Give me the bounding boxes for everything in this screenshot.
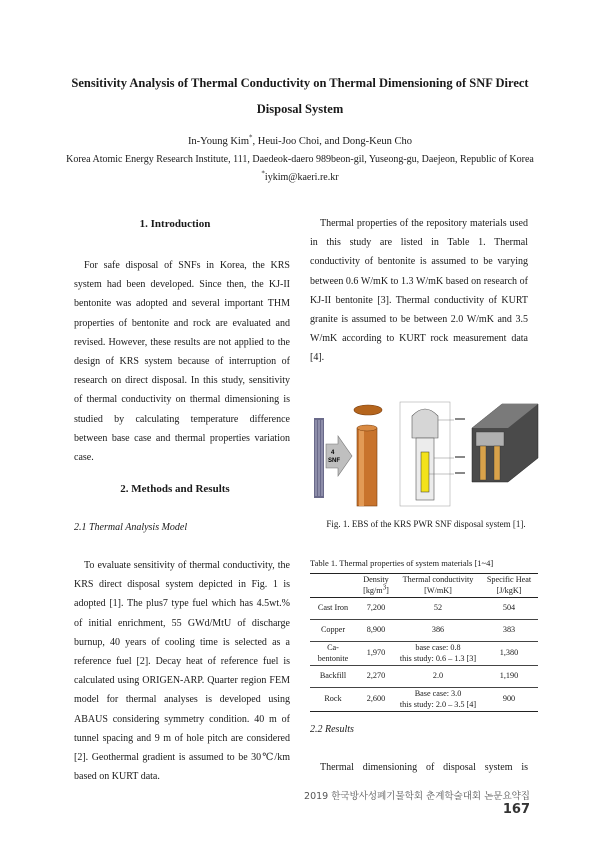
cell-specific-heat: 1,380 <box>480 642 538 666</box>
cell-material: Ca-bentonite <box>310 642 356 666</box>
header-material <box>310 574 356 598</box>
table-row <box>310 666 538 688</box>
results-paragraph: Thermal dimensioning of disposal system is <box>320 762 528 773</box>
email-mark: * <box>261 169 265 178</box>
subsection-heading-thermal-model: 2.1 Thermal Analysis Model <box>74 522 188 533</box>
header-thermal-conductivity: Thermal conductivity [W/mK] <box>396 574 480 598</box>
author-rest: , Heui-Joo Choi, and Dong-Keun Cho <box>252 136 413 147</box>
paper-title: Sensitivity Analysis of Thermal Conductivity on Thermal Dimensioning of SNF Direct Disposal System <box>71 76 529 116</box>
snf-label-number: 4 <box>331 450 335 456</box>
deposition-hole <box>480 446 486 480</box>
affiliation: Korea Atomic Energy Research Institute, 111, Daedeok-daero 989beon-gil, Yuseong-gu, Daejeon, Republic of Korea <box>66 154 534 165</box>
cell-material: Backfill <box>310 666 356 688</box>
canister-lid <box>354 405 382 415</box>
cell-specific-heat: 383 <box>480 620 538 642</box>
cell-material: Copper <box>310 620 356 642</box>
cell-density: 8,900 <box>356 620 396 642</box>
page-footer <box>300 788 530 817</box>
ebs-illustration <box>312 398 540 510</box>
cell-specific-heat: 504 <box>480 598 538 620</box>
table-row <box>310 642 538 666</box>
cell-specific-heat: 900 <box>480 688 538 712</box>
cell-thermal-conductivity: 52 <box>396 598 480 620</box>
author-list <box>40 133 560 147</box>
header-specific-heat: Specific Heat [J/kgK] <box>480 574 538 598</box>
canister-section <box>421 452 429 492</box>
cell-thermal-conductivity: Base case: 3.0 this study: 2.0 – 3.5 [4] <box>396 688 480 712</box>
section-heading-introduction: 1. Introduction <box>139 218 211 230</box>
cell-density: 7,200 <box>356 598 396 620</box>
cell-material: Rock <box>310 688 356 712</box>
footer-text: 2019 한국방사성폐기물학회 춘계학술대회 논문요약집 <box>304 791 530 802</box>
table-row <box>310 688 538 712</box>
cell-density: 2,270 <box>356 666 396 688</box>
cell-thermal-conductivity: 386 <box>396 620 480 642</box>
email <box>40 169 560 183</box>
cell-density: 2,600 <box>356 688 396 712</box>
methods-paragraph: To evaluate sensitivity of thermal conductivity, the KRS direct disposal system depicted in Fig. 1 is adopted [1]. The plus7 type fuel which has 4.5wt.% of initial enrichment, 55 GWd/MtU of discharge burnup, 40 years of cooling time is selected as a reference fuel [2]. Decay heat of reference fuel is calculated using ORIGEN-ARP. Quarter region FEM model for thermal analyses is developed using ABAUS considering symmetry condition. 40 m of tunnel spacing and 9 m of hole pitch are considered [2]. Geothermal gradient is assumed to be 30℃/km based on KURT data. <box>74 560 290 783</box>
author-first: In-Young Kim <box>187 136 250 147</box>
table-header-row <box>310 574 538 598</box>
figure-ebs-system <box>312 398 540 510</box>
table-row <box>310 598 538 620</box>
deposition-hole <box>494 446 500 480</box>
page-number: 167 <box>502 802 530 817</box>
cell-specific-heat: 1,190 <box>480 666 538 688</box>
cell-density: 1,970 <box>356 642 396 666</box>
cell-thermal-conductivity: 2.0 <box>396 666 480 688</box>
introduction-paragraph: For safe disposal of SNFs in Korea, the KRS system had been developed. Since then, the KJ-II bentonite was adopted and several important THM properties of bentonite and rock are evaluated and revised. However, these results are not applied to the design of KRS system because of interruption of research on direct disposal. In this study, sensitivity of thermal conductivity on thermal dimensioning is studied by calculating temperature difference between base case and thermal properties variation case. <box>74 260 290 464</box>
thermal-properties-paragraph: Thermal properties of the repository materials used in this study are listed in Table 1. Thermal conductivity of bentonite is assumed to be varying between 0.6 W/mK to 1.3 W/mK based on research of KJ-II bentonite [3]. Thermal conductivity of KURT granite is assumed to be between 2.0 W/mK and 3.5 W/mK according to KURT rock measurement data [4]. <box>310 218 528 364</box>
snf-label-text: SNF <box>328 458 340 464</box>
table-row <box>310 620 538 642</box>
section-heading-methods: 2. Methods and Results <box>120 483 230 495</box>
figure-caption: Fig. 1. EBS of the KRS PWR SNF disposal system [1]. <box>326 519 526 529</box>
subsection-heading-results: 2.2 Results <box>310 724 354 735</box>
cell-thermal-conductivity: base case: 0.8 this study: 0.6 – 1.3 [3] <box>396 642 480 666</box>
email-address: iykim@kaeri.re.kr <box>264 172 339 183</box>
header-density: Density $[kg/m^3]$ <box>356 574 396 598</box>
cell-material: Cast Iron <box>310 598 356 620</box>
thermal-properties-table <box>310 573 538 712</box>
arrow-icon <box>326 436 352 476</box>
author-mark: * <box>249 133 253 142</box>
table-caption: Table 1. Thermal properties of system materials [1~4] <box>310 558 494 568</box>
